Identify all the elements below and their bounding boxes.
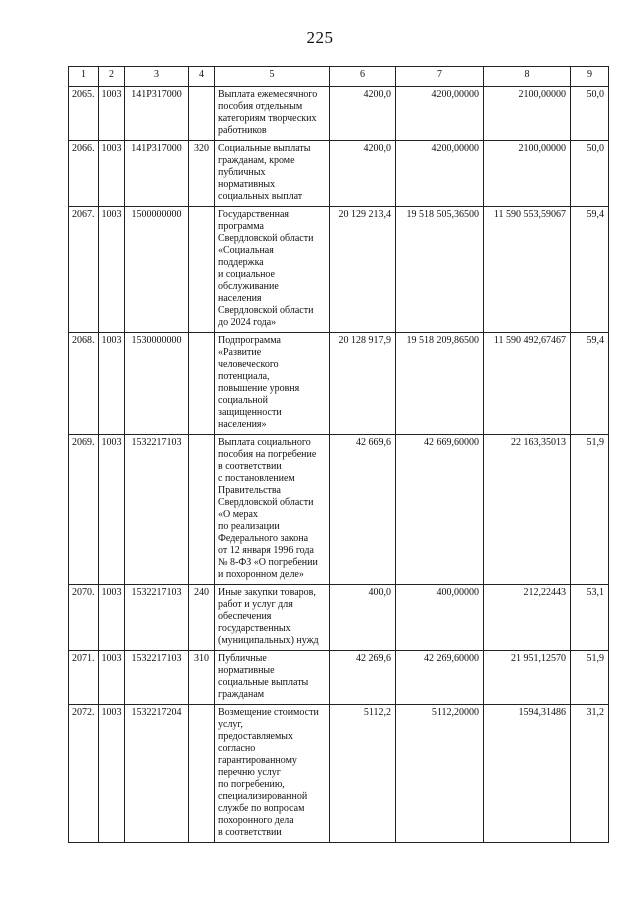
name-line: Свердловской области (218, 497, 314, 508)
name-line: нормативных (218, 179, 276, 190)
target-code-cell: 1532217103 (125, 585, 189, 651)
name-line: Государственная (218, 209, 290, 220)
name-line: Возмещение стоимости (218, 707, 319, 718)
plan-amount-cell: 400,0 (330, 585, 396, 651)
name-line: «Социальная (218, 245, 274, 256)
percent-cell: 59,4 (571, 333, 609, 435)
percent-cell: 51,9 (571, 435, 609, 585)
name-line: Социальные выплаты (218, 143, 311, 154)
plan-amount-cell: 20 129 213,4 (330, 207, 396, 333)
target-code-cell: 1532217103 (125, 651, 189, 705)
percent-cell: 59,4 (571, 207, 609, 333)
target-code-cell: 1532217204 (125, 705, 189, 843)
plan-amount-cell: 5112,2 (330, 705, 396, 843)
row-number-cell: 2071. (69, 651, 99, 705)
executed-amount-cell: 21 951,12570 (484, 651, 571, 705)
target-code-cell: 1532217103 (125, 435, 189, 585)
refined-amount-cell: 400,00000 (396, 585, 484, 651)
name-line: обслуживание (218, 281, 279, 292)
name-line: социальные выплаты (218, 677, 309, 688)
name-line: службе по вопросам (218, 803, 305, 814)
refined-amount-cell: 19 518 505,36500 (396, 207, 484, 333)
expense-type-cell: 320 (189, 141, 215, 207)
name-line: (муниципальных) нужд (218, 635, 319, 646)
name-line: до 2024 года» (218, 317, 277, 328)
col-header: 8 (484, 67, 571, 87)
name-cell (215, 435, 330, 585)
expense-type-cell (189, 705, 215, 843)
refined-amount-cell: 5112,20000 (396, 705, 484, 843)
name-line: работников (218, 125, 267, 136)
refined-amount-cell: 4200,00000 (396, 87, 484, 141)
name-line: человеческого (218, 359, 279, 370)
name-line: и похоронном деле» (218, 569, 304, 580)
executed-amount-cell: 1594,31486 (484, 705, 571, 843)
name-cell (215, 141, 330, 207)
name-line: гражданам, кроме (218, 155, 295, 166)
row-number-cell: 2068. (69, 333, 99, 435)
name-line: категориям творческих (218, 113, 317, 124)
row-number-cell: 2067. (69, 207, 99, 333)
name-line: от 12 января 1996 года (218, 545, 314, 556)
executed-amount-cell: 11 590 553,59067 (484, 207, 571, 333)
refined-amount-cell: 42 669,60000 (396, 435, 484, 585)
section-cell: 1003 (99, 585, 125, 651)
name-line: в соответствии (218, 461, 282, 472)
name-line: Публичные (218, 653, 267, 664)
name-cell (215, 333, 330, 435)
target-code-cell: 1530000000 (125, 333, 189, 435)
name-line: по погребению, (218, 779, 285, 790)
name-line: государственных (218, 623, 291, 634)
col-header: 7 (396, 67, 484, 87)
plan-amount-cell: 4200,0 (330, 87, 396, 141)
name-line: пособия на погребение (218, 449, 317, 460)
col-header: 1 (69, 67, 99, 87)
executed-amount-cell: 11 590 492,67467 (484, 333, 571, 435)
percent-cell: 50,0 (571, 87, 609, 141)
section-cell: 1003 (99, 333, 125, 435)
name-line: населения» (218, 419, 267, 430)
expense-type-cell (189, 207, 215, 333)
target-code-cell: 141Р317000 (125, 87, 189, 141)
table-row (69, 207, 609, 333)
name-line: Подпрограмма (218, 335, 281, 346)
expense-type-cell: 240 (189, 585, 215, 651)
plan-amount-cell: 20 128 917,9 (330, 333, 396, 435)
name-line: поддержка (218, 257, 264, 268)
expense-type-cell: 310 (189, 651, 215, 705)
col-header: 6 (330, 67, 396, 87)
header-row (69, 67, 609, 87)
plan-amount-cell: 42 269,6 (330, 651, 396, 705)
plan-amount-cell: 4200,0 (330, 141, 396, 207)
refined-amount-cell: 42 269,60000 (396, 651, 484, 705)
executed-amount-cell: 22 163,35013 (484, 435, 571, 585)
name-line: «Развитие (218, 347, 262, 358)
table-row (69, 87, 609, 141)
table-row (69, 705, 609, 843)
name-line: Федерального закона (218, 533, 309, 544)
table-row (69, 585, 609, 651)
name-line: перечню услуг (218, 767, 281, 778)
name-line: защищенности (218, 407, 282, 418)
name-line: по реализации (218, 521, 280, 532)
refined-amount-cell: 4200,00000 (396, 141, 484, 207)
name-line: Свердловской области (218, 233, 314, 244)
name-cell (215, 585, 330, 651)
plan-amount-cell: 42 669,6 (330, 435, 396, 585)
table-row (69, 141, 609, 207)
section-cell: 1003 (99, 141, 125, 207)
percent-cell: 51,9 (571, 651, 609, 705)
row-number-cell: 2069. (69, 435, 99, 585)
col-header: 2 (99, 67, 125, 87)
page-number: 225 (306, 28, 334, 47)
name-line: социальной (218, 395, 268, 406)
name-line: предоставляемых (218, 731, 294, 742)
name-line: населения (218, 293, 262, 304)
name-line: «О мерах (218, 509, 258, 520)
name-line: похоронного дела (218, 815, 294, 826)
percent-cell: 50,0 (571, 141, 609, 207)
expense-type-cell (189, 333, 215, 435)
name-cell (215, 87, 330, 141)
name-line: публичных (218, 167, 266, 178)
percent-cell: 53,1 (571, 585, 609, 651)
row-number-cell: 2065. (69, 87, 99, 141)
name-cell (215, 705, 330, 843)
row-number-cell: 2070. (69, 585, 99, 651)
expense-type-cell (189, 435, 215, 585)
target-code-cell: 1500000000 (125, 207, 189, 333)
expense-type-cell (189, 87, 215, 141)
name-line: пособия отдельным (218, 101, 303, 112)
section-cell: 1003 (99, 705, 125, 843)
table-row (69, 435, 609, 585)
section-cell: 1003 (99, 207, 125, 333)
executed-amount-cell: 2100,00000 (484, 141, 571, 207)
name-line: работ и услуг для (218, 599, 293, 610)
executed-amount-cell: 212,22443 (484, 585, 571, 651)
col-header: 5 (215, 67, 330, 87)
name-line: Свердловской области (218, 305, 314, 316)
name-line: № 8-ФЗ «О погребении (218, 557, 318, 568)
name-line: обеспечения (218, 611, 272, 622)
name-line: в соответствии (218, 827, 282, 838)
col-header: 4 (189, 67, 215, 87)
name-cell (215, 207, 330, 333)
name-line: и социальное (218, 269, 275, 280)
row-number-cell: 2072. (69, 705, 99, 843)
section-cell: 1003 (99, 651, 125, 705)
section-cell: 1003 (99, 87, 125, 141)
name-line: специализированной (218, 791, 308, 802)
name-line: социальных выплат (218, 191, 303, 202)
name-line: программа (218, 221, 264, 232)
section-cell: 1003 (99, 435, 125, 585)
row-number-cell: 2066. (69, 141, 99, 207)
name-line: с постановлением (218, 473, 295, 484)
executed-amount-cell: 2100,00000 (484, 87, 571, 141)
name-line: гарантированному (218, 755, 297, 766)
target-code-cell: 141Р317000 (125, 141, 189, 207)
name-line: нормативные (218, 665, 275, 676)
name-line: гражданам (218, 689, 265, 700)
name-cell (215, 651, 330, 705)
col-header: 9 (571, 67, 609, 87)
budget-table (68, 66, 609, 843)
name-line: услуг, (218, 719, 243, 730)
col-header: 3 (125, 67, 189, 87)
table-row (69, 651, 609, 705)
name-line: потенциала, (218, 371, 270, 382)
name-line: Выплата социального (218, 437, 311, 448)
name-line: согласно (218, 743, 256, 754)
name-line: Правительства (218, 485, 281, 496)
percent-cell: 31,2 (571, 705, 609, 843)
refined-amount-cell: 19 518 209,86500 (396, 333, 484, 435)
name-line: Выплата ежемесячного (218, 89, 318, 100)
name-line: Иные закупки товаров, (218, 587, 316, 598)
name-line: повышение уровня (218, 383, 300, 394)
table-row (69, 333, 609, 435)
